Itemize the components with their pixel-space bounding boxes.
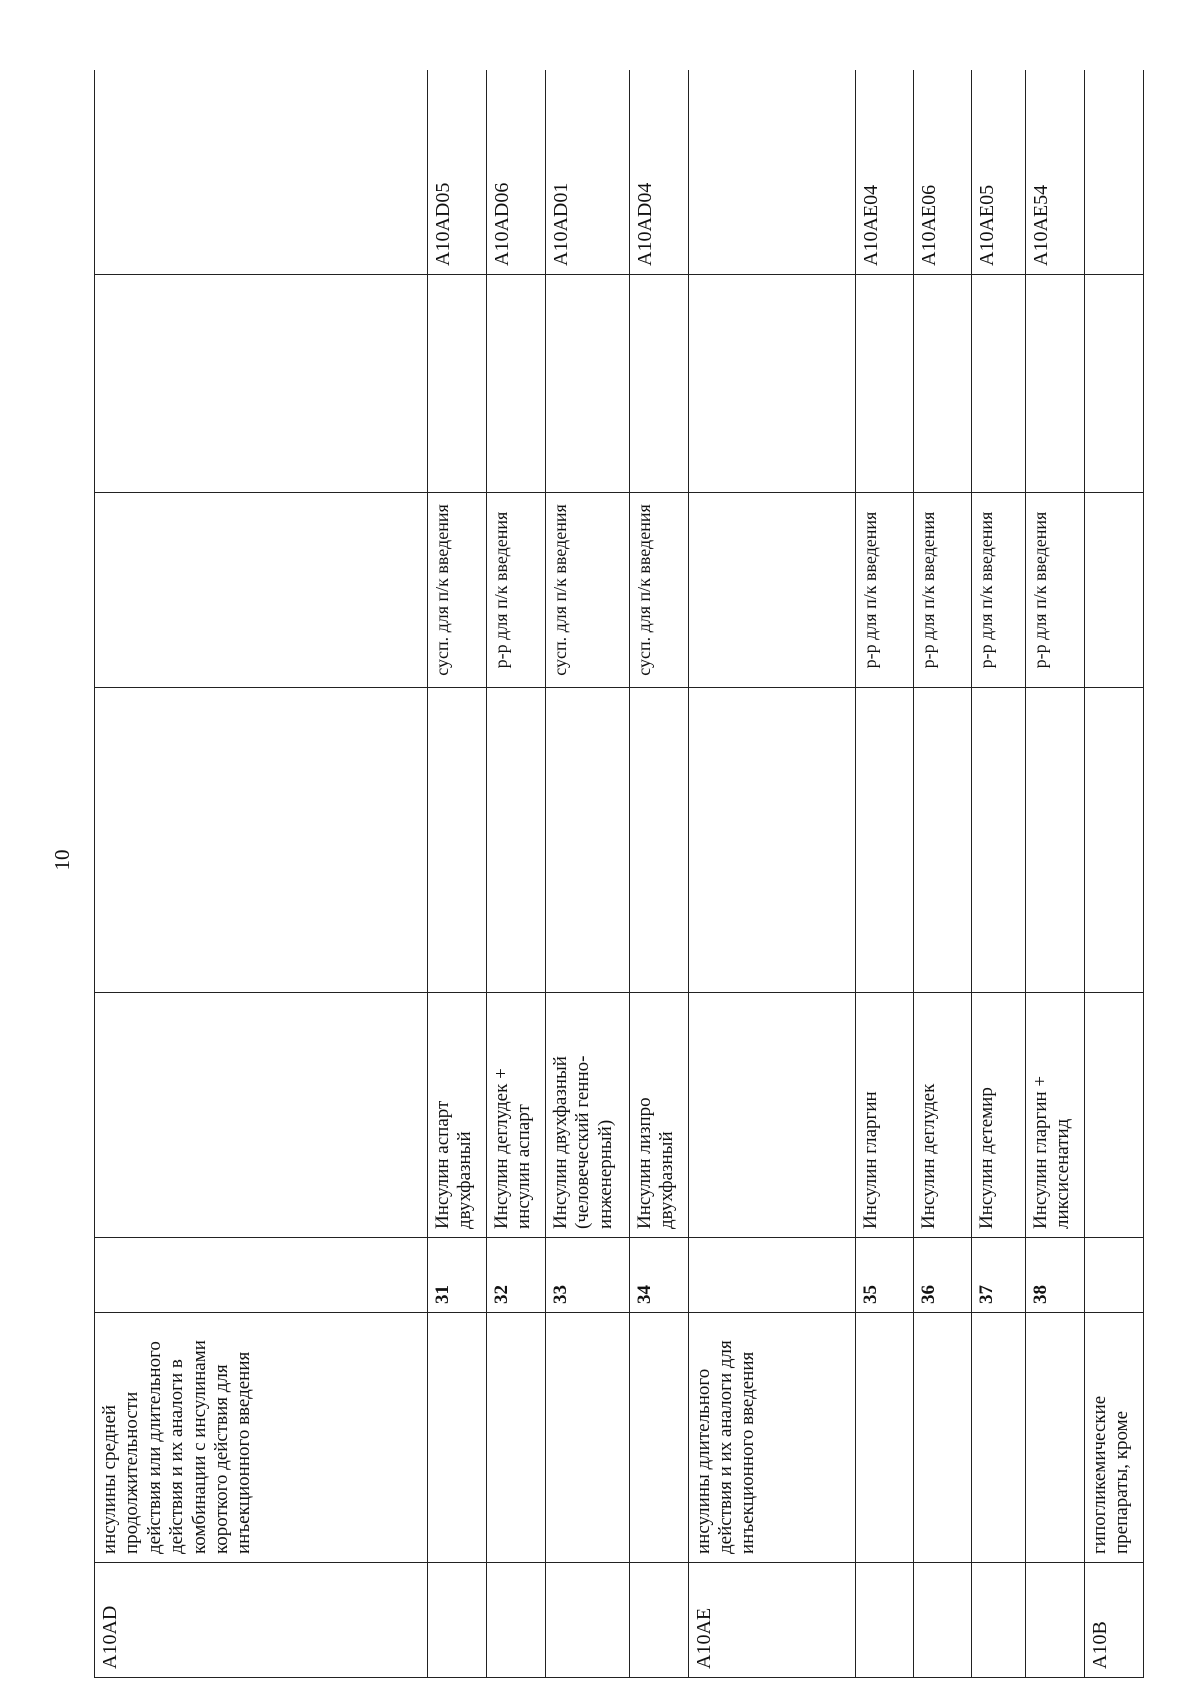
atc-group-code-cell <box>427 1563 486 1678</box>
item-number-cell: 38 <box>1025 1238 1084 1313</box>
empty-cell <box>913 275 971 493</box>
atc-group-name-cell <box>427 1313 486 1563</box>
empty-cell <box>545 688 629 993</box>
drug-name-cell: Инсулин деглудек <box>913 993 971 1238</box>
atc-group-name-cell: гипогликемические препараты, кроме <box>1084 1313 1143 1563</box>
drug-table <box>94 70 1144 1678</box>
empty-cell <box>855 688 913 993</box>
atc-group-name-cell <box>1025 1313 1084 1563</box>
atc-group-name-cell <box>971 1313 1025 1563</box>
item-number-cell: 32 <box>486 1238 545 1313</box>
table-row <box>545 70 629 1678</box>
empty-cell <box>95 275 428 493</box>
item-number-cell <box>95 1238 428 1313</box>
atc-group-code-cell <box>913 1563 971 1678</box>
atc-group-code-cell <box>486 1563 545 1678</box>
atc-group-code-cell <box>855 1563 913 1678</box>
atc-group-code-cell: A10AE <box>688 1563 855 1678</box>
drug-name-cell: Инсулин двухфазный (человеческий генно-инженерный) <box>545 993 629 1238</box>
item-number-cell <box>688 1238 855 1313</box>
table-row <box>486 70 545 1678</box>
table-row <box>1084 70 1143 1678</box>
dosage-form-cell: р-р для п/к введения <box>1025 493 1084 688</box>
page-number: 10 <box>50 849 74 871</box>
dosage-form-cell: р-р для п/к введения <box>486 493 545 688</box>
drug-name-cell: Инсулин аспарт двухфазный <box>427 993 486 1238</box>
empty-cell <box>427 275 486 493</box>
dosage-form-cell <box>688 493 855 688</box>
dosage-form-cell: р-р для п/к введения <box>971 493 1025 688</box>
empty-cell <box>486 688 545 993</box>
atc-code-cell: A10AE06 <box>913 70 971 275</box>
empty-cell <box>971 688 1025 993</box>
table-row <box>688 70 855 1678</box>
dosage-form-cell: сусп. для п/к введения <box>629 493 688 688</box>
item-number-cell: 35 <box>855 1238 913 1313</box>
drug-name-cell: Инсулин детемир <box>971 993 1025 1238</box>
table-row <box>629 70 688 1678</box>
drug-name-cell: Инсулин деглудек + инсулин аспарт <box>486 993 545 1238</box>
item-number-cell: 33 <box>545 1238 629 1313</box>
rotated-table-container <box>94 70 1144 1678</box>
dosage-form-cell: р-р для п/к введения <box>913 493 971 688</box>
table-row <box>95 70 428 1678</box>
empty-cell <box>486 275 545 493</box>
table-row <box>427 70 486 1678</box>
atc-code-cell <box>95 70 428 275</box>
atc-group-name-cell: инсулины длительного действия и их аналоги для инъекционного введения <box>688 1313 855 1563</box>
dosage-form-cell <box>1084 493 1143 688</box>
empty-cell <box>1084 688 1143 993</box>
empty-cell <box>427 688 486 993</box>
empty-cell <box>545 275 629 493</box>
atc-group-name-cell <box>486 1313 545 1563</box>
atc-code-cell: A10AE05 <box>971 70 1025 275</box>
dosage-form-cell: сусп. для п/к введения <box>427 493 486 688</box>
drug-name-cell <box>95 993 428 1238</box>
atc-code-cell: A10AD06 <box>486 70 545 275</box>
item-number-cell: 36 <box>913 1238 971 1313</box>
atc-group-code-cell <box>629 1563 688 1678</box>
atc-code-cell <box>688 70 855 275</box>
dosage-form-cell: сусп. для п/к введения <box>545 493 629 688</box>
atc-code-cell: A10AD04 <box>629 70 688 275</box>
drug-name-cell <box>688 993 855 1238</box>
empty-cell <box>629 688 688 993</box>
drug-name-cell: Инсулин гларгин + ликсисенатид <box>1025 993 1084 1238</box>
drug-table-frame <box>94 70 1144 1678</box>
empty-cell <box>688 275 855 493</box>
drug-name-cell: Инсулин лизпро двухфазный <box>629 993 688 1238</box>
atc-group-code-cell <box>1025 1563 1084 1678</box>
empty-cell <box>629 275 688 493</box>
item-number-cell: 37 <box>971 1238 1025 1313</box>
atc-group-name-cell <box>913 1313 971 1563</box>
atc-group-name-cell <box>629 1313 688 1563</box>
empty-cell <box>95 688 428 993</box>
atc-group-code-cell <box>545 1563 629 1678</box>
empty-cell <box>1025 688 1084 993</box>
table-row <box>913 70 971 1678</box>
atc-group-name-cell <box>855 1313 913 1563</box>
atc-group-name-cell <box>545 1313 629 1563</box>
atc-group-name-cell: инсулины средней продолжительности действия или длительного действия и их аналоги в комбинации с инсулинами короткого действия для инъекционного введения <box>95 1313 428 1563</box>
atc-code-cell: A10AE04 <box>855 70 913 275</box>
atc-group-code-cell: A10AD <box>95 1563 428 1678</box>
item-number-cell: 31 <box>427 1238 486 1313</box>
item-number-cell <box>1084 1238 1143 1313</box>
empty-cell <box>971 275 1025 493</box>
empty-cell <box>913 688 971 993</box>
atc-code-cell: A10AE54 <box>1025 70 1084 275</box>
table-row <box>855 70 913 1678</box>
atc-group-code-cell <box>971 1563 1025 1678</box>
item-number-cell: 34 <box>629 1238 688 1313</box>
table-row <box>971 70 1025 1678</box>
dosage-form-cell <box>95 493 428 688</box>
table-row <box>1025 70 1084 1678</box>
drug-name-cell: Инсулин гларгин <box>855 993 913 1238</box>
dosage-form-cell: р-р для п/к введения <box>855 493 913 688</box>
atc-code-cell <box>1084 70 1143 275</box>
atc-code-cell: A10AD05 <box>427 70 486 275</box>
empty-cell <box>688 688 855 993</box>
empty-cell <box>1025 275 1084 493</box>
empty-cell <box>855 275 913 493</box>
empty-cell <box>1084 275 1143 493</box>
atc-group-code-cell: A10B <box>1084 1563 1143 1678</box>
drug-name-cell <box>1084 993 1143 1238</box>
atc-code-cell: A10AD01 <box>545 70 629 275</box>
